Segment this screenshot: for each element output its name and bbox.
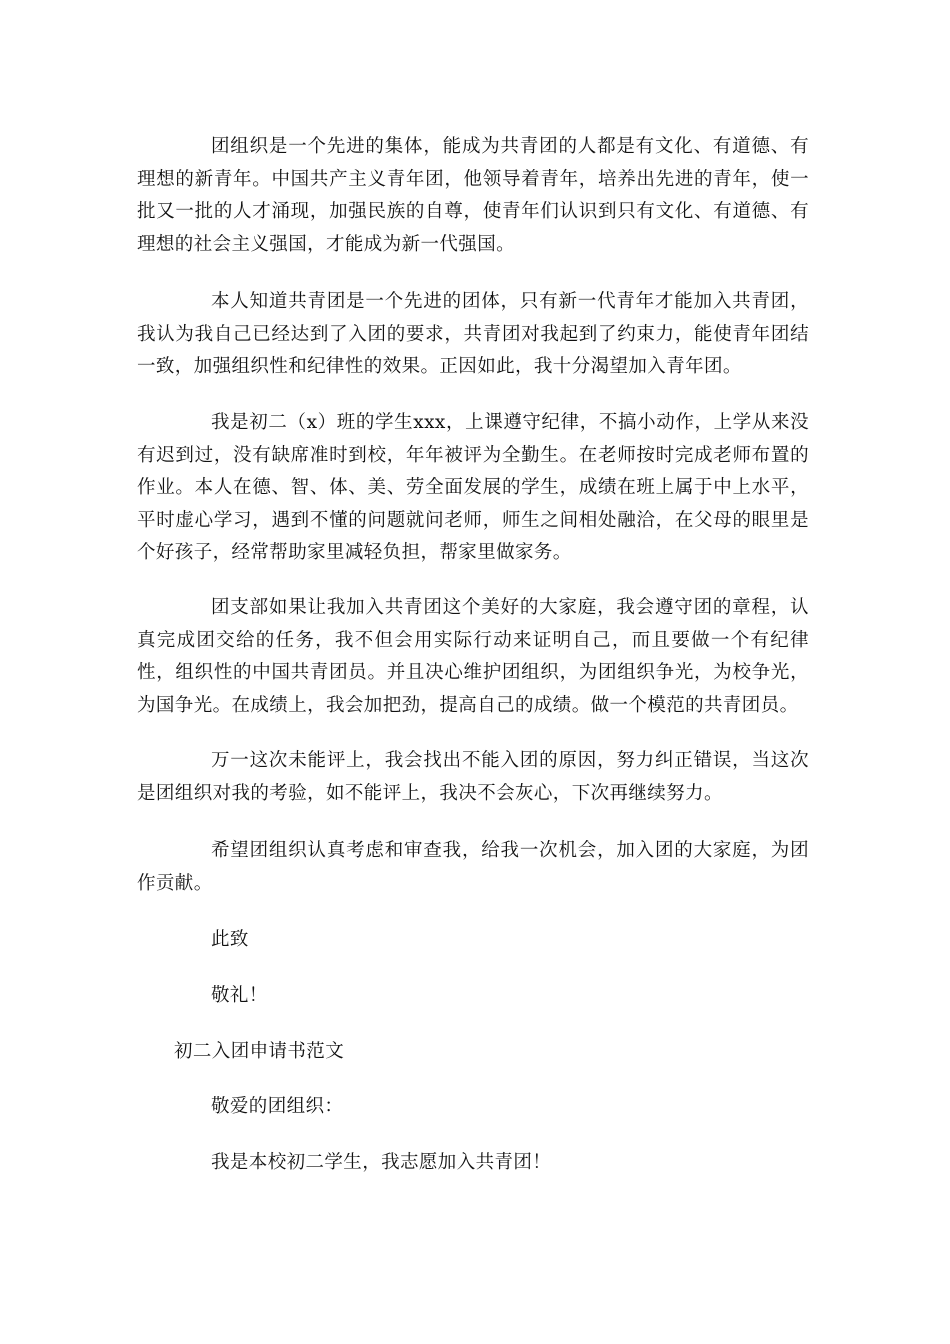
paragraph-1: 团组织是一个先进的集体，能成为共青团的人都是有文化、有道德、有理想的新青年。中国共产主义青年团，他领导着青年，培养出先进的青年，使一批又一批的人才涌现，加强民族的自尊，使青年们认识到只有文化、有道德、有理想的社会主义强国，才能成为新一代强国。 xyxy=(137,136,809,255)
salutation: 敬爱的团组织： xyxy=(211,1096,344,1117)
closing-line-1: 此致 xyxy=(211,929,249,950)
section-title: 初二入团申请书范文 xyxy=(174,1041,345,1062)
paragraph-4: 团支部如果让我加入共青团这个美好的大家庭，我会遵守团的章程，认真完成团交给的任务，我不但会用实际行动来证明自己，而且要做一个有纪律性，组织性的中国共青团员。并且决心维护团组织，为团组织争光，为校争光，为国争光。在成绩上，我会加把劲，提高自己的成绩。做一个模范的共青团员。 xyxy=(137,597,809,716)
opening-line: 我是本校初二学生，我志愿加入共青团！ xyxy=(211,1152,552,1173)
closing-line-2: 敬礼！ xyxy=(211,985,268,1006)
paragraph-5: 万一这次未能评上，我会找出不能入团的原因，努力纠正错误，当这次是团组织对我的考验，如不能评上，我决不会灰心，下次再继续努力。 xyxy=(137,750,809,804)
paragraph-2: 本人知道共青团是一个先进的团体，只有新一代青年才能加入共青团，我认为我自己已经达到了入团的要求，共青团对我起到了约束力，能使青年团结一致，加强组织性和纪律性的效果。正因如此，我十分渴望加入青年团。 xyxy=(137,291,809,377)
paragraph-3: 我是初二（x）班的学生xxx，上课遵守纪律，不搞小动作，上学从来没有迟到过，没有缺席准时到校，年年被评为全勤生。在老师按时完成老师布置的作业。本人在德、智、体、美、劳全面发展的学生，成绩在班上属于中上水平，平时虚心学习，遇到不懂的问题就问老师，师生之间相处融洽，在父母的眼里是个好孩子，经常帮助家里减轻负担，帮家里做家务。 xyxy=(137,412,809,563)
paragraph-6: 希望团组织认真考虑和审查我，给我一次机会，加入团的大家庭，为团作贡献。 xyxy=(137,840,809,894)
